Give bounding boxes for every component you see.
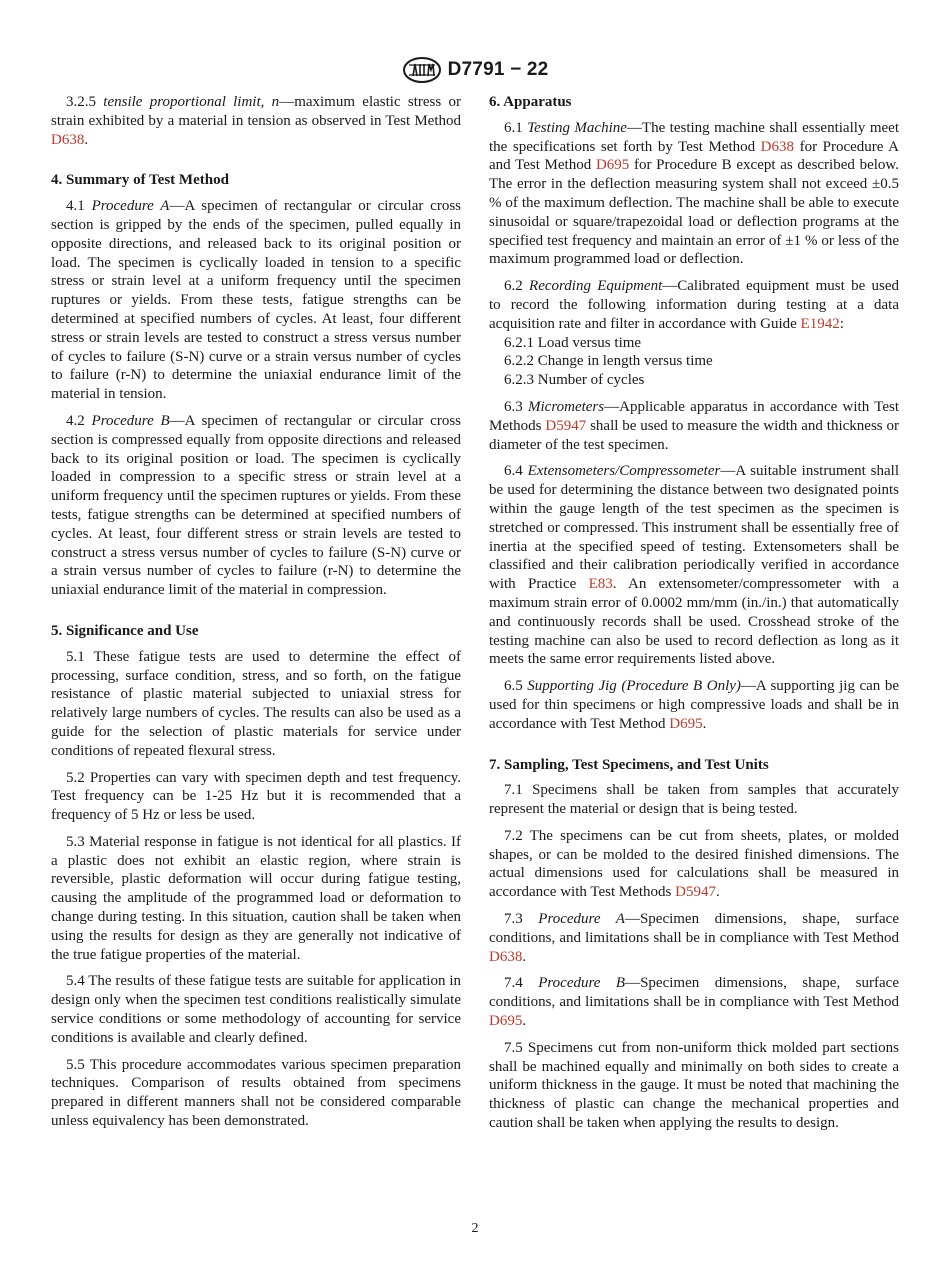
- text: :: [839, 315, 844, 332]
- paragraph-7-3: [489, 910, 899, 966]
- section-number: 6.1: [504, 119, 523, 136]
- procedure-name: Procedure B: [538, 975, 626, 992]
- paragraph-6-4: [489, 462, 899, 669]
- text: —A specimen of rectangular or circular cross section is gripped by the ends of the specimen, pulled equally in opposite directions, and released back to its original position or load. The specimen is cyclically loaded in tension to a specific stress or strain level at a uniform frequency until the specimen ruptures or yields. From these tests, fatigue strengths can be determined at specified numbers of cycles. At least, four different stress or strain levels are tested to construct a stress versus number of cycles to failure (S-N) curve or a strain versus number of cycles to failure (r-N) to determine the uniaxial endurance limit of the material in tension.: [51, 198, 462, 403]
- paragraph-7-2: [489, 827, 899, 902]
- right-column: [489, 93, 899, 1141]
- paragraph-6-1: [489, 119, 899, 269]
- text: .: [522, 948, 527, 965]
- reference-link-d695[interactable]: D695: [595, 157, 630, 174]
- paragraph-7-4: [489, 974, 899, 1030]
- text: shall be used to measure the width and thickness or diameter of the test specimen.: [489, 417, 899, 453]
- text: .: [715, 884, 720, 901]
- section-number: 7.3: [504, 911, 523, 928]
- item-name: Testing Machine: [527, 119, 627, 136]
- section-number: 6.5: [504, 678, 523, 695]
- item-name: Extensometers/Compressometer: [527, 463, 721, 480]
- section-6-heading: 6. Apparatus: [489, 94, 572, 110]
- item-name: Recording Equipment: [529, 278, 663, 295]
- paragraph-5-2: 5.2 Properties can vary with specimen depth and test frequency. Test frequency can be 1-25 Hz but it is recommended that a frequency of 5 Hz or less be used.: [51, 769, 461, 824]
- paragraph-5-5: 5.5 This procedure accommodates various specimen preparation techniques. Comparison of results obtained from specimens prepared in different manners shall not be considered comparable unless equivalency has been demonstrated.: [51, 1056, 461, 1130]
- section-number: 6.2: [504, 278, 523, 295]
- paragraph-6-2: [489, 277, 899, 333]
- procedure-name: Procedure A: [538, 911, 625, 928]
- text: .: [84, 131, 89, 148]
- text: .: [702, 715, 707, 732]
- text: —The testing machine shall essentially meet the specifications set forth by Test Method: [489, 119, 899, 155]
- item-name: Micrometers: [528, 398, 605, 415]
- list-item: 6.2.3 Number of cycles: [504, 372, 645, 389]
- section-number: 6.4: [504, 463, 523, 480]
- text: for Procedure A and Test Method: [489, 138, 899, 174]
- paragraph-5-1: 5.1 These fatigue tests are used to determine the effect of processing, surface condition, stress, and so forth, on the fatigue resistance of plastic material subjected to uniaxial stress for relatively large numbers of cycles. The results can also be used as a guide for the selection of plastic materials for service under conditions of repeated flexural stress.: [51, 648, 461, 759]
- reference-link-d5947[interactable]: D5947: [545, 417, 587, 434]
- section-number: 7.4: [504, 975, 523, 992]
- section-7-heading: 7. Sampling, Test Specimens, and Test Units: [489, 756, 769, 773]
- paragraph-4-1: [51, 197, 461, 404]
- text: —A specimen of rectangular or circular cross section is compressed equally from opposite directions and released back to its original position or load. The specimen is cyclically loaded in compression to a specific stress or strain level at a uniform frequency until the specimen ruptures or yields. From these tests, fatigue strengths can be determined at specified numbers of cycles. At least, four different stress or strain levels are tested to construct a stress versus number of cycles to failure (S-N) curve or a strain versus number of cycles to failure (r-N) to determine the uniaxial endurance limit of the material in compression.: [51, 412, 461, 599]
- paragraph-7-5: 7.5 Specimens cut from non-uniform thick molded part sections shall be machined equally and minimally on both sides to create a uniform thickness in the gauge. It must be noted that machining the thickness of plastic can change the mechanical properties and caution shall be taken when applying the results to design.: [489, 1039, 899, 1132]
- section-number: 6.3: [504, 398, 523, 415]
- text: .: [522, 1013, 527, 1030]
- text: —Calibrated equipment must be used to record the following information during testing at a data acquisition rate and filter in accordance with Guide: [489, 278, 900, 332]
- paragraph-5-4: 5.4 The results of these fatigue tests are suitable for application in design only when the specimen test conditions realistically simulate service conditions or some methodology of accounting for service conditions is available and clearly defined.: [51, 973, 461, 1046]
- text: —Specimen dimensions, shape, surface conditions, and limitations shall be in compliance with Test Method: [489, 975, 899, 1011]
- section-number: 3.2.5: [66, 94, 96, 110]
- page-number: 2: [471, 1221, 479, 1236]
- reference-link-d638[interactable]: D638: [760, 138, 795, 155]
- list-item: 6.2.2 Change in length versus time: [504, 353, 713, 370]
- text: 7.2 The specimens can be cut from sheets, plates, or molded shapes, or can be molded to the desired finished dimensions. The actual dimensions used for calculations shall be measured in accordance with Test Methods: [489, 827, 899, 901]
- text: —maximum elastic stress or strain exhibited by a material in tension as observed in Test Method: [51, 94, 462, 129]
- left-column: [51, 93, 461, 1139]
- paragraph-5-3: 5.3 Material response in fatigue is not identical for all plastics. If a plastic does not exhibit an elastic region, where strain is reversible, plastic deformation will occur during fatigue testing, causing the amplitude of the programmed load or deformation to change during testing. In this situation, caution shall be taken when using the results for design as they are generally not indicative of the true fatigue properties of the material.: [51, 833, 461, 963]
- reference-link-d638[interactable]: D638: [51, 131, 85, 148]
- text: for Procedure B except as described below. The error in the deflection measuring system shall not exceed ±0.5 % of the maximum deflection. The machine shall be able to execute sinusoidal or square/trapezoidal load or deflection programs at the specified test frequency and maintain an error of ±1 % or less of the maximum programmed load or deflection.: [489, 157, 900, 268]
- reference-link-e83[interactable]: E83: [588, 576, 613, 593]
- section-number: 4.1: [66, 198, 85, 215]
- text: —Applicable apparatus in accordance with Test Methods: [489, 398, 899, 434]
- section-number: 4.2: [66, 412, 85, 429]
- document-designation: D7791 − 22: [447, 59, 549, 80]
- procedure-name: Procedure A: [91, 198, 170, 215]
- reference-link-d5947[interactable]: D5947: [675, 884, 716, 901]
- procedure-name: Procedure B: [91, 412, 170, 429]
- item-name: Supporting Jig (Procedure B Only): [527, 678, 741, 695]
- text: —Specimen dimensions, shape, surface conditions, and limitations shall be in compliance with Test Method: [489, 911, 899, 946]
- paragraph-6-5: [489, 677, 899, 733]
- text: —A suitable instrument shall be used for determining the distance between two designated points within the gauge length of the test specimen as the specimen is stretched or compressed. This instrument shall be essentially free of inertia at the specified speed of testing. Extensometers shall be classified and their calibration periodically verified in accordance with Practice: [489, 463, 900, 593]
- paragraph-4-2: [51, 412, 461, 600]
- section-5-heading: 5. Significance and Use: [51, 622, 199, 639]
- text: —A supporting jig can be used for thin specimens or high compressive loads and shall be in accordance with Test Method: [489, 678, 899, 732]
- reference-link-e1942[interactable]: E1942: [800, 315, 840, 332]
- page-header: [0, 56, 950, 84]
- reference-link-d695[interactable]: D695: [669, 715, 703, 732]
- paragraph-6-3: [489, 398, 899, 454]
- paragraph-7-1: 7.1 Specimens shall be taken from samples that accurately represent the material or design that is being tested.: [489, 782, 899, 818]
- astm-logo-icon: [402, 56, 442, 84]
- paragraph-3-2-5: [51, 93, 461, 149]
- term: tensile proportional limit, n: [103, 94, 280, 110]
- reference-link-d638[interactable]: D638: [489, 948, 523, 965]
- reference-link-d695[interactable]: D695: [489, 1013, 523, 1030]
- section-4-heading: 4. Summary of Test Method: [51, 172, 229, 189]
- text: . An extensometer/compressometer with a maximum strain error of 0.0002 mm/mm (in./in.) that automatically and continuously records shall be used. Crosshead stroke of the testing machine can also be used to record deflection as long as it meets the same error requirements listed above.: [489, 576, 899, 668]
- list-item: 6.2.1 Load versus time: [504, 334, 642, 351]
